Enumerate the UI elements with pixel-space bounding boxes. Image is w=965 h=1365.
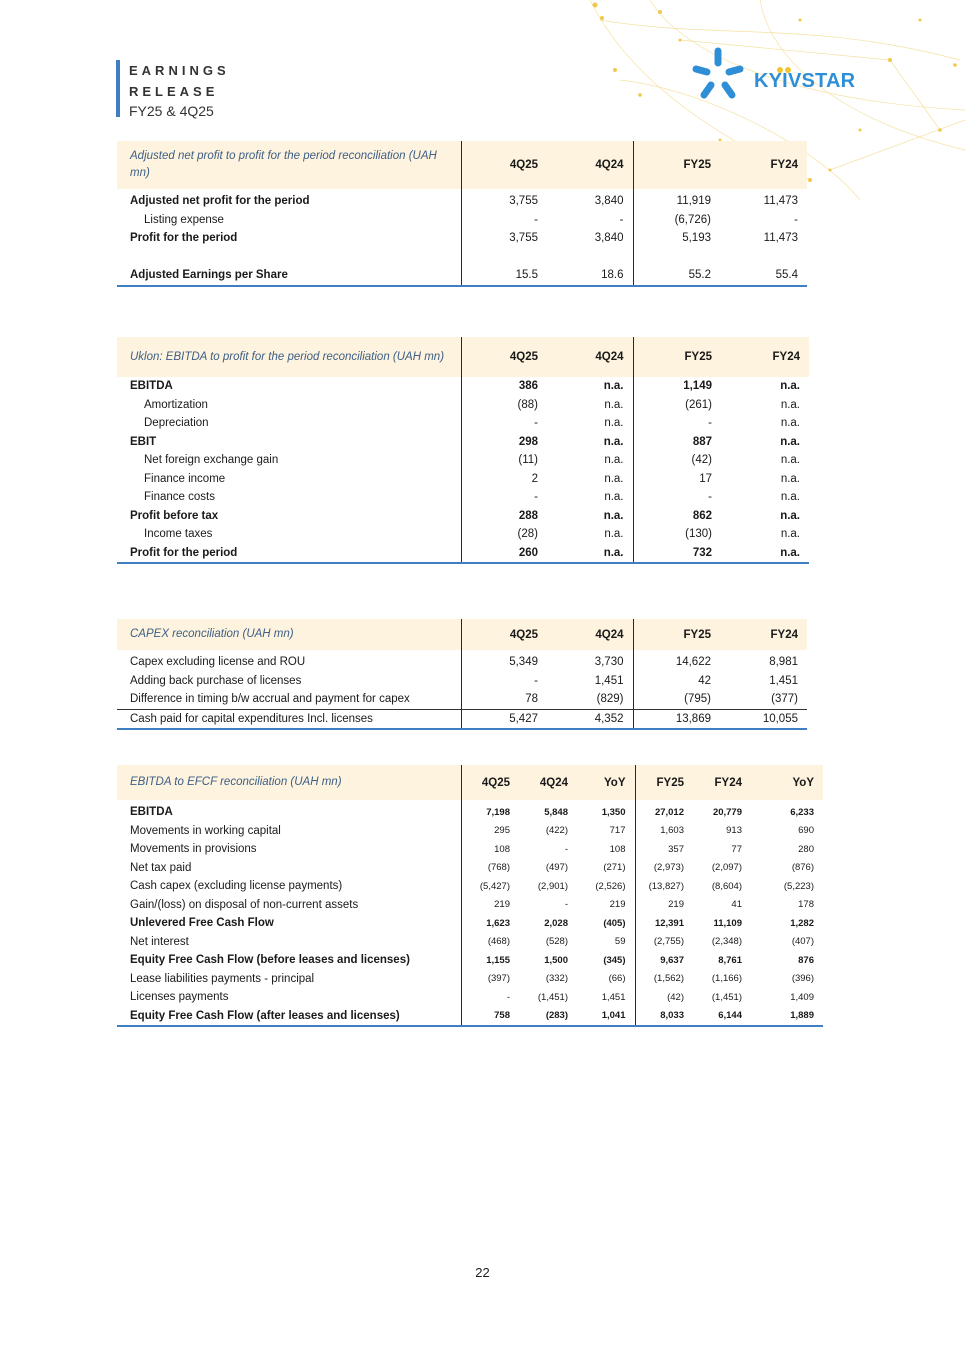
cell-value: - <box>461 672 547 691</box>
cell-value: - <box>619 213 624 226</box>
adjusted-net-profit-table <box>117 141 807 287</box>
table-caption: Adjusted net profit to profit for the period reconciliation (UAH mn) <box>117 141 461 189</box>
cell-value: (1,451) <box>711 991 742 1003</box>
cell-value: 1,041 <box>577 1007 635 1027</box>
cell-value: n.a. <box>604 472 624 485</box>
cell-value: n.a. <box>604 528 624 541</box>
table-row <box>117 211 807 230</box>
table-row <box>117 896 823 915</box>
row-label: Lease liabilities payments - principal <box>130 972 315 985</box>
cell-value: 12,391 <box>635 914 693 933</box>
cell-value: 77 <box>731 843 742 855</box>
cell-value: n.a. <box>721 544 809 564</box>
table-row <box>117 914 823 933</box>
cell-value: 5,193 <box>633 229 720 248</box>
cell-value: - <box>461 211 547 230</box>
cell-value: (5,223) <box>783 880 814 892</box>
cell-value: 13,869 <box>633 709 720 729</box>
cell-value: (5,427) <box>461 877 519 896</box>
cell-value: (2,755) <box>635 933 693 952</box>
cell-value: 690 <box>798 825 814 837</box>
row-label: Movements in working capital <box>130 824 281 837</box>
row-label: Profit before tax <box>130 509 219 522</box>
cell-value: 41 <box>731 899 742 911</box>
cell-value: (1,451) <box>537 991 568 1003</box>
table-row <box>117 396 809 415</box>
cell-value: 14,622 <box>633 650 720 672</box>
cell-value: 1,451 <box>594 674 624 687</box>
cell-value: 3,755 <box>461 189 547 211</box>
cell-value: - <box>564 899 568 911</box>
row-label: Gain/(loss) on disposal of non-current assets <box>130 898 359 911</box>
capex-reconciliation-table <box>117 619 807 730</box>
cell-value: 1,282 <box>790 917 814 929</box>
table-row <box>117 525 809 544</box>
cell-value: - <box>564 843 568 855</box>
row-label: Profit for the period <box>130 232 238 245</box>
cell-value: - <box>461 988 519 1007</box>
row-label: Cash capex (excluding license payments) <box>130 880 343 893</box>
table-row <box>117 650 807 672</box>
cell-value: 8,761 <box>718 954 742 966</box>
row-label: EBITDA <box>130 806 173 819</box>
cell-value: 295 <box>461 822 519 841</box>
cell-value: (6,726) <box>633 211 720 230</box>
column-header: 4Q24 <box>547 337 633 377</box>
cell-value: 876 <box>798 954 814 966</box>
cell-value: 108 <box>609 843 626 855</box>
row-label: Licenses payments <box>130 991 229 1004</box>
cell-value: 59 <box>614 936 626 948</box>
table-row <box>117 933 823 952</box>
cell-value: 5,349 <box>461 650 547 672</box>
column-header: FY24 <box>721 337 809 377</box>
cell-value: n.a. <box>547 544 633 564</box>
table-row <box>117 229 807 248</box>
cell-value: 11,919 <box>633 189 720 211</box>
column-header: 4Q25 <box>461 337 547 377</box>
cell-value: n.a. <box>604 398 624 411</box>
cell-value: (2,973) <box>635 859 693 878</box>
report-period: FY25 & 4Q25 <box>129 103 214 119</box>
row-label: Finance income <box>144 472 226 485</box>
column-header: FY25 <box>633 337 721 377</box>
table-row <box>117 451 809 470</box>
row-label: Unlevered Free Cash Flow <box>130 917 274 930</box>
table-row <box>117 1007 823 1027</box>
cell-value: n.a. <box>780 417 800 430</box>
cell-value: (396) <box>791 973 814 985</box>
page-number: 22 <box>475 1265 490 1280</box>
table-row <box>117 507 809 526</box>
table-row <box>117 672 807 691</box>
row-label: EBITDA <box>130 380 173 393</box>
row-label: Cash paid for capital expenditures Incl. licenses <box>117 709 461 729</box>
cell-value: 11,109 <box>713 917 742 929</box>
row-label: Listing expense <box>144 213 224 226</box>
table-row <box>117 433 809 452</box>
cell-value: (876) <box>791 862 814 874</box>
table-row <box>117 800 823 822</box>
column-header: YoY <box>577 765 635 800</box>
cell-value: n.a. <box>780 509 800 522</box>
row-label: EBIT <box>130 435 157 448</box>
row-label: Amortization <box>144 398 208 411</box>
cell-value: 5,848 <box>544 806 568 818</box>
cell-value: 8,981 <box>769 656 798 669</box>
cell-value: (1,562) <box>635 970 693 989</box>
cell-value: n.a. <box>780 398 800 411</box>
cell-value: n.a. <box>604 417 624 430</box>
table-caption: CAPEX reconciliation (UAH mn) <box>117 619 461 650</box>
cell-value: 1,889 <box>751 1007 823 1027</box>
row-label: Adjusted net profit for the period <box>130 195 310 208</box>
cell-value: 357 <box>635 840 693 859</box>
table-row <box>117 822 823 841</box>
cell-value: (1,166) <box>711 973 742 985</box>
row-label: Net interest <box>130 935 189 948</box>
cell-value: n.a. <box>780 528 800 541</box>
cell-value: n.a. <box>603 509 624 522</box>
cell-value: 27,012 <box>635 800 693 822</box>
row-label: Movements in provisions <box>130 843 257 856</box>
table-row <box>117 859 823 878</box>
cell-value: (261) <box>633 396 721 415</box>
cell-value: n.a. <box>604 454 624 467</box>
ebitda-efcf-table <box>117 765 823 1027</box>
cell-value: n.a. <box>780 380 800 393</box>
cell-value: (130) <box>633 525 721 544</box>
cell-value: 219 <box>609 899 626 911</box>
cell-value: (497) <box>545 862 568 874</box>
cell-value: (271) <box>603 862 626 874</box>
cell-value: (2,526) <box>595 880 626 892</box>
column-header: FY25 <box>633 619 720 650</box>
cell-value: (397) <box>461 970 519 989</box>
table-row <box>117 877 823 896</box>
cell-value: 386 <box>461 377 547 396</box>
column-header: 4Q25 <box>461 141 547 189</box>
row-label: Income taxes <box>144 528 213 541</box>
cell-value: 10,055 <box>720 709 807 729</box>
cell-value: (377) <box>771 693 798 706</box>
cell-value: (66) <box>608 973 626 985</box>
table-row <box>117 414 809 433</box>
cell-value: (283) <box>519 1007 577 1027</box>
cell-value: - <box>633 488 721 507</box>
cell-value: (2,097) <box>711 862 742 874</box>
cell-value: (829) <box>596 693 624 706</box>
cell-value: 7,198 <box>461 800 519 822</box>
table-row <box>117 544 809 564</box>
cell-value: n.a. <box>780 435 800 448</box>
cell-value: (88) <box>461 396 547 415</box>
cell-value: 18.6 <box>547 266 633 286</box>
cell-value: 862 <box>633 507 721 526</box>
cell-value: 260 <box>461 544 547 564</box>
cell-value: (13,827) <box>635 877 693 896</box>
cell-value: 2 <box>461 470 547 489</box>
row-label: Capex excluding license and ROU <box>130 656 306 669</box>
column-header: 4Q24 <box>519 765 577 800</box>
cell-value: 17 <box>633 470 721 489</box>
cell-value: 78 <box>461 690 547 709</box>
cell-value: 887 <box>633 433 721 452</box>
cell-value: - <box>633 414 721 433</box>
cell-value: 1,603 <box>635 822 693 841</box>
cell-value: 3,840 <box>594 232 624 245</box>
cell-value: (345) <box>603 954 626 966</box>
column-header: YoY <box>751 765 823 800</box>
cell-value: 219 <box>635 896 693 915</box>
cell-value: 108 <box>461 840 519 859</box>
uklon-ebitda-table <box>117 337 809 564</box>
row-label: Depreciation <box>144 417 209 430</box>
row-label: Adding back purchase of licenses <box>130 674 302 687</box>
cell-value: 2,028 <box>544 917 568 929</box>
cell-value: - <box>461 414 547 433</box>
cell-value: (2,348) <box>711 936 742 948</box>
cell-value: 1,451 <box>601 991 626 1003</box>
cell-value: 1,623 <box>461 914 519 933</box>
cell-value: (42) <box>633 451 721 470</box>
report-title-line-2: RELEASE <box>129 84 219 99</box>
cell-value: (528) <box>545 936 568 948</box>
cell-value: 288 <box>461 507 547 526</box>
cell-value: 20,779 <box>712 806 742 818</box>
cell-value: 280 <box>798 843 814 855</box>
cell-value: 3,755 <box>461 229 547 248</box>
cell-value: (405) <box>603 917 626 929</box>
cell-value: n.a. <box>780 491 800 504</box>
column-header: 4Q25 <box>461 765 519 800</box>
table-caption: Uklon: EBITDA to profit for the period reconciliation (UAH mn) <box>117 337 461 377</box>
cell-value: n.a. <box>780 472 800 485</box>
cell-value: (11) <box>461 451 547 470</box>
column-header: 4Q25 <box>461 619 547 650</box>
column-header: FY24 <box>720 619 807 650</box>
cell-value: 1,155 <box>461 951 519 970</box>
row-label: Difference in timing b/w accrual and payment for capex <box>130 693 410 706</box>
row-label: Adjusted Earnings per Share <box>117 266 461 286</box>
cell-value: (468) <box>461 933 519 952</box>
kyivstar-logo-text: KYIVSTAR <box>754 70 856 92</box>
column-header: 4Q24 <box>547 141 633 189</box>
cell-value: n.a. <box>603 380 624 393</box>
cell-value: 6,144 <box>693 1007 751 1027</box>
cell-value: 1,500 <box>544 954 568 966</box>
cell-value: 42 <box>633 672 720 691</box>
cell-value: 15.5 <box>461 266 547 286</box>
cell-value: (42) <box>635 988 693 1007</box>
cell-value: n.a. <box>604 491 624 504</box>
cell-value: - <box>461 488 547 507</box>
table-row <box>117 951 823 970</box>
cell-value: 9,637 <box>635 951 693 970</box>
cell-value: 732 <box>633 544 721 564</box>
table-caption: EBITDA to EFCF reconciliation (UAH mn) <box>117 765 461 800</box>
cell-value: 1,350 <box>601 806 626 818</box>
cell-value: 3,840 <box>594 195 624 208</box>
table-row <box>117 470 809 489</box>
table-row <box>117 690 807 709</box>
cell-value: 11,473 <box>763 232 798 245</box>
column-header: FY25 <box>633 141 720 189</box>
cell-value: 758 <box>461 1007 519 1027</box>
cell-value: 55.2 <box>633 266 720 286</box>
spacer-row <box>117 248 807 267</box>
cell-value: - <box>794 213 798 226</box>
report-title-line-1: EARNINGS <box>129 63 230 78</box>
cell-value: 219 <box>461 896 519 915</box>
row-label: Net tax paid <box>130 861 192 874</box>
table-row <box>117 970 823 989</box>
cell-value: (407) <box>791 936 814 948</box>
cell-value: 1,451 <box>769 674 798 687</box>
cell-value: 5,427 <box>461 709 547 729</box>
column-header: FY25 <box>635 765 693 800</box>
cell-value: 55.4 <box>720 266 807 286</box>
row-label: Finance costs <box>144 491 215 504</box>
column-header: 4Q24 <box>547 619 633 650</box>
cell-value: 1,409 <box>790 991 814 1003</box>
cell-value: 6,233 <box>790 806 814 818</box>
row-label: Equity Free Cash Flow (after leases and licenses) <box>117 1007 461 1027</box>
row-label: Profit for the period <box>117 544 461 564</box>
cell-value: (28) <box>461 525 547 544</box>
cell-value: 11,473 <box>763 195 798 208</box>
cell-value: 298 <box>461 433 547 452</box>
table-row <box>117 266 807 286</box>
cell-value: (2,901) <box>537 880 568 892</box>
cell-value: (768) <box>461 859 519 878</box>
table-row <box>117 988 823 1007</box>
cell-value: 1,149 <box>633 377 721 396</box>
cell-value: (332) <box>545 973 568 985</box>
cell-value: n.a. <box>780 454 800 467</box>
cell-value: 3,730 <box>594 656 624 669</box>
cell-value: 913 <box>726 825 742 837</box>
cell-value: 8,033 <box>635 1007 693 1027</box>
table-row <box>117 189 807 211</box>
cell-value: 4,352 <box>547 709 633 729</box>
cell-value: 717 <box>609 825 626 837</box>
table-row <box>117 709 807 729</box>
column-header: FY24 <box>720 141 807 189</box>
report-title-block <box>116 60 230 117</box>
cell-value: n.a. <box>603 435 624 448</box>
cell-value: (8,604) <box>711 880 742 892</box>
row-label: Net foreign exchange gain <box>144 454 279 467</box>
cell-value: (422) <box>545 825 568 837</box>
cell-value: (795) <box>633 690 720 709</box>
table-row <box>117 840 823 859</box>
column-header: FY24 <box>693 765 751 800</box>
table-row <box>117 377 809 396</box>
cell-value: 178 <box>798 899 814 911</box>
table-row <box>117 488 809 507</box>
row-label: Equity Free Cash Flow (before leases and licenses) <box>130 954 410 967</box>
